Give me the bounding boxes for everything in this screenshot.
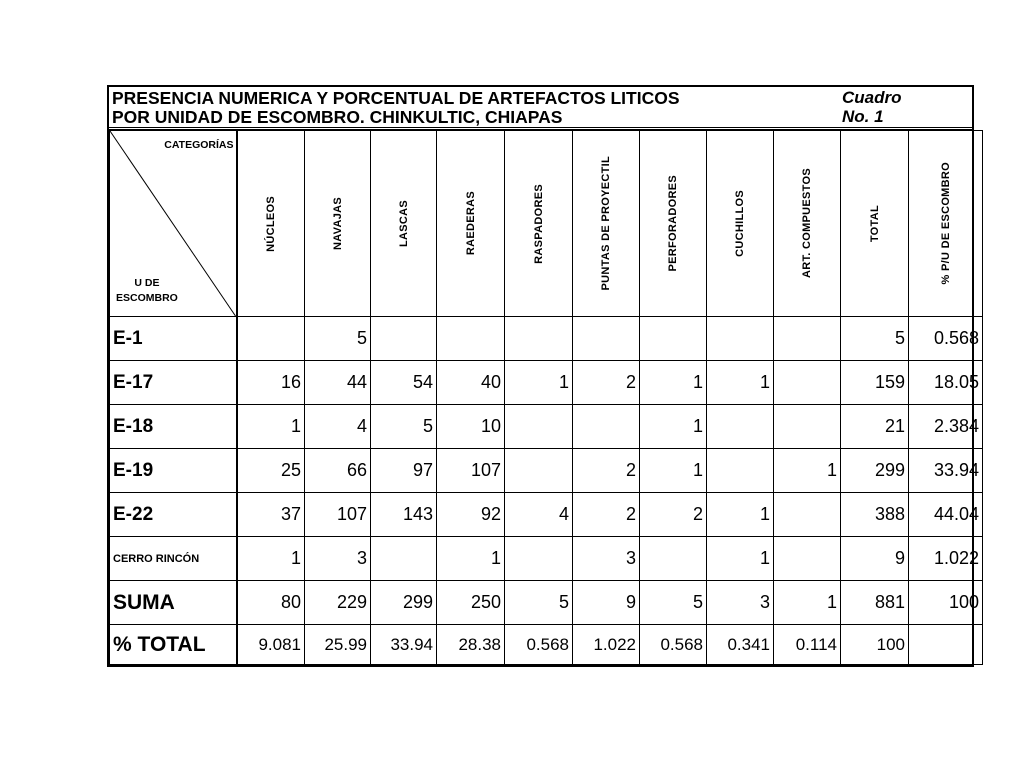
table-cell: 18.05 [909, 361, 983, 405]
table-cell: 2.384 [909, 405, 983, 449]
table-cell: 0.114 [774, 625, 841, 665]
column-header-label: RASPADORES [532, 183, 545, 264]
table-cell: 0.568 [909, 317, 983, 361]
row-label: SUMA [110, 581, 237, 625]
corner-label-unidad-line-2: ESCOMBRO [116, 292, 178, 304]
table-row [110, 449, 983, 493]
table-cell: 143 [371, 493, 437, 537]
table-cell: 107 [437, 449, 505, 493]
table-cell: 1 [774, 581, 841, 625]
table-cell: 33.94 [909, 449, 983, 493]
table-cell: 0.568 [640, 625, 707, 665]
row-label: E-22 [110, 493, 237, 537]
table-cell [774, 361, 841, 405]
column-header-raspadores [505, 131, 573, 317]
table-row [110, 493, 983, 537]
table-cell: 1 [237, 405, 305, 449]
row-label: E-18 [110, 405, 237, 449]
table-cell: 1 [640, 449, 707, 493]
table-row [110, 361, 983, 405]
table-cell: 299 [841, 449, 909, 493]
table-cell: 1 [707, 361, 774, 405]
table-cell: 25 [237, 449, 305, 493]
table-cell: 5 [640, 581, 707, 625]
table-cell: 1 [640, 361, 707, 405]
table-cell: 1 [640, 405, 707, 449]
table-cell: 33.94 [371, 625, 437, 665]
column-header-label: PERFORADORES [667, 175, 679, 272]
row-label: E-17 [110, 361, 237, 405]
column-header-label: TOTAL [868, 204, 881, 243]
table-label-number: No. 1 [842, 107, 884, 126]
table-cell: 9 [573, 581, 640, 625]
table-cell: 16 [237, 361, 305, 405]
table-cell: 1 [707, 493, 774, 537]
table-cell: 229 [305, 581, 371, 625]
header-row [110, 131, 983, 317]
data-table-document [107, 85, 979, 667]
row-label: % TOTAL [110, 625, 237, 665]
table-cell: 159 [841, 361, 909, 405]
table-cell [909, 625, 983, 665]
table-cell [707, 317, 774, 361]
table-cell: 299 [371, 581, 437, 625]
table-cell: 5 [371, 405, 437, 449]
column-header-percent-per-unit [909, 131, 983, 317]
column-header-nucleos [237, 131, 305, 317]
table-title-bar [109, 87, 972, 130]
table-cell: 1 [707, 537, 774, 581]
table-row [110, 537, 983, 581]
table-cell [505, 537, 573, 581]
table-cell: 3 [305, 537, 371, 581]
table-cell: 9.081 [237, 625, 305, 665]
table-cell: 100 [909, 581, 983, 625]
table-cell: 5 [305, 317, 371, 361]
column-header-puntas-de-proyectil [573, 131, 640, 317]
column-header-cuchillos [707, 131, 774, 317]
table-cell: 37 [237, 493, 305, 537]
table-cell: 1.022 [909, 537, 983, 581]
table-cell: 44 [305, 361, 371, 405]
table-cell: 0.341 [707, 625, 774, 665]
table-cell: 388 [841, 493, 909, 537]
table-cell: 80 [237, 581, 305, 625]
column-header-label: % P/U DE ESCOMBRO [939, 162, 952, 285]
table-cell [774, 493, 841, 537]
table-cell [505, 449, 573, 493]
table-row [110, 405, 983, 449]
table-cell: 250 [437, 581, 505, 625]
table-cell: 40 [437, 361, 505, 405]
table-cell: 28.38 [437, 625, 505, 665]
table-cell: 100 [841, 625, 909, 665]
corner-label-unidad [116, 276, 178, 306]
artifact-table [109, 130, 983, 665]
corner-header-cell [110, 131, 237, 317]
table-cell [505, 317, 573, 361]
table-cell [573, 405, 640, 449]
table-cell: 5 [505, 581, 573, 625]
table-cell: 4 [505, 493, 573, 537]
table-cell [505, 405, 573, 449]
table-cell: 54 [371, 361, 437, 405]
table-cell: 9 [841, 537, 909, 581]
table-cell [774, 405, 841, 449]
table-cell: 4 [305, 405, 371, 449]
table-cell: 44.04 [909, 493, 983, 537]
column-header-label: LASCAS [397, 199, 410, 248]
table-row [110, 317, 983, 361]
table-cell: 5 [841, 317, 909, 361]
corner-label-categorias: CATEGORÍAS [164, 139, 234, 151]
table-cell: 66 [305, 449, 371, 493]
table-row [110, 581, 983, 625]
table-cell: 107 [305, 493, 371, 537]
table-cell [640, 317, 707, 361]
table-cell: 1 [774, 449, 841, 493]
column-header-perforadores [640, 131, 707, 317]
table-cell: 2 [573, 449, 640, 493]
row-label: E-19 [110, 449, 237, 493]
table-cell: 1 [237, 537, 305, 581]
table-cell [371, 537, 437, 581]
table-cell: 21 [841, 405, 909, 449]
table-cell: 0.568 [505, 625, 573, 665]
table-cell: 92 [437, 493, 505, 537]
table-cell: 3 [707, 581, 774, 625]
column-header-lascas [371, 131, 437, 317]
table-cell: 1.022 [573, 625, 640, 665]
table-cell: 2 [573, 493, 640, 537]
table-cell: 3 [573, 537, 640, 581]
table-cell: 1 [505, 361, 573, 405]
table-cell [237, 317, 305, 361]
table-title-line-1: PRESENCIA NUMERICA Y PORCENTUAL DE ARTEFACTOS LITICOS [112, 88, 680, 108]
table-row [110, 625, 983, 665]
table-cell [573, 317, 640, 361]
row-label: E-1 [110, 317, 237, 361]
table-title-line-2: POR UNIDAD DE ESCOMBRO. CHINKULTIC, CHIAPAS [112, 107, 563, 127]
table-cell: 25.99 [305, 625, 371, 665]
row-label: CERRO RINCÓN [110, 537, 237, 581]
table-cell [371, 317, 437, 361]
table-cell [774, 537, 841, 581]
table-cell: 1 [437, 537, 505, 581]
column-header-navajas [305, 131, 371, 317]
table-cell [774, 317, 841, 361]
table-label-cuadro: Cuadro [842, 88, 902, 107]
table-cell: 97 [371, 449, 437, 493]
column-header-total [841, 131, 909, 317]
column-header-label: ART. COMPUESTOS [801, 168, 813, 279]
column-header-label: CUCHILLOS [734, 190, 746, 257]
column-header-art-compuestos [774, 131, 841, 317]
corner-label-unidad-line-1: U DE [134, 277, 160, 289]
column-header-label: RAEDERAS [464, 191, 477, 256]
table-cell [707, 449, 774, 493]
table-cell: 10 [437, 405, 505, 449]
column-header-label: PUNTAS DE PROYECTIL [600, 156, 612, 291]
column-header-label: NAVAJAS [331, 196, 344, 251]
table-cell [707, 405, 774, 449]
table-cell: 2 [640, 493, 707, 537]
column-header-raederas [437, 131, 505, 317]
table-cell: 881 [841, 581, 909, 625]
table-cell [640, 537, 707, 581]
column-header-label: NÚCLEOS [264, 195, 277, 252]
table-cell: 2 [573, 361, 640, 405]
table-cell [437, 317, 505, 361]
